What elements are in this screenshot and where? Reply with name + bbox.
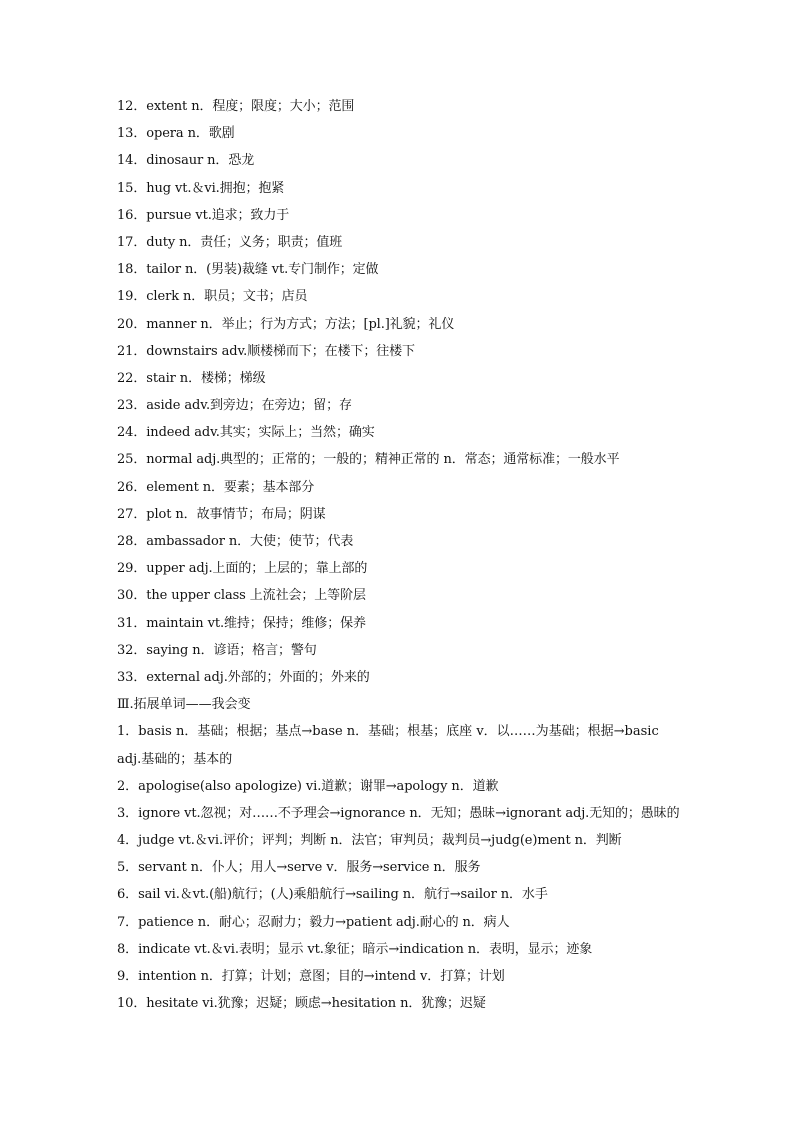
vocab-entry: 14．dinosaur n．恐龙 [117, 153, 255, 169]
vocab-entry: 12．extent n．程度；限度；大小；范围 [117, 99, 355, 114]
vocab-entry: 29．upper adj.上面的；上层的；靠上部的 [117, 561, 368, 577]
vocabulary-page [117, 93, 687, 1017]
vocab-entry: 19．clerk n．职员；文书；店员 [117, 289, 308, 305]
vocab-entry: 5．servant n．仆人；用人→serve v．服务→service n．服务 [117, 860, 481, 876]
vocab-entry: 16．pursue vt.追求；致力于 [117, 207, 290, 223]
vocab-entry: 4．judge vt.＆vi.评价；评判；判断 n．法官；审判员；裁判员→judg(e)ment n．判断 [117, 833, 622, 849]
vocab-entry: 1．basis n．基础；根据；基点→base n．基础；根基；底座 v．以……为基础；根据→basic adj.基础的；基本的 [117, 724, 659, 767]
vocab-entry: 13．opera n．歌剧 [117, 126, 235, 142]
vocab-entry: 2．apologise(also apologize) vi.道歉；谢罪→apology n．道歉 [117, 778, 499, 794]
vocab-entry: 15．hug vt.＆vi.拥抱；抱紧 [117, 180, 285, 196]
vocab-entry: 31．maintain vt.维持；保持；维修；保养 [117, 615, 366, 631]
vocab-entry: 27．plot n．故事情节；布局；阴谋 [117, 506, 326, 522]
vocab-entry: 10．hesitate vi.犹豫；迟疑；顾虑→hesitation n．犹豫；迟疑 [117, 996, 486, 1012]
vocab-entry: 24．indeed adv.其实；实际上；当然；确实 [117, 425, 375, 441]
vocab-entry: 17．duty n．责任；义务；职责；值班 [117, 234, 343, 250]
vocab-entry: 8．indicate vt.＆vi.表明；显示 vt.象征；暗示→indication n．表明，显示；迹象 [117, 941, 593, 957]
vocab-entry: 28．ambassador n．大使；使节；代表 [117, 534, 354, 549]
word-list-part3 [117, 718, 687, 1017]
vocab-entry: 30．the upper class 上流社会；上等阶层 [117, 588, 366, 604]
vocab-entry: 26．element n．要素；基本部分 [117, 479, 315, 495]
word-list-part2 [117, 93, 687, 691]
vocab-entry: 32．saying n．谚语；格言；警句 [117, 642, 317, 658]
vocab-entry: 21．downstairs adv.顺楼梯而下；在楼下；往楼下 [117, 343, 415, 359]
vocab-entry: 22．stair n．楼梯；梯级 [117, 370, 266, 386]
section-heading: Ⅲ.拓展单词——我会变 [117, 697, 251, 713]
vocab-entry: 6．sail vi.＆vt.(船)航行；(人)乘船航行→sailing n．航行→sailor n．水手 [117, 887, 548, 903]
vocab-entry: 9．intention n．打算；计划；意图；目的→intend v．打算；计划 [117, 969, 505, 985]
vocab-entry: 7．patience n．耐心；忍耐力；毅力→patient adj.耐心的 n．病人 [117, 914, 510, 930]
vocab-entry: 23．aside adv.到旁边；在旁边；留；存 [117, 398, 352, 414]
vocab-entry: 33．external adj.外部的；外面的；外来的 [117, 669, 370, 685]
vocab-entry: 25．normal adj.典型的；正常的；一般的；精神正常的 n．常态；通常标准；一般水平 [117, 452, 620, 468]
vocab-entry: 20．manner n．举止；行为方式；方法；[pl.]礼貌；礼仪 [117, 316, 455, 332]
vocab-entry: 3．ignore vt.忽视；对……不予理会→ignorance n．无知；愚昧→ignorant adj.无知的；愚昧的 [117, 805, 680, 821]
vocab-entry: 18．tailor n．(男装)裁缝 vt.专门制作；定做 [117, 262, 379, 278]
